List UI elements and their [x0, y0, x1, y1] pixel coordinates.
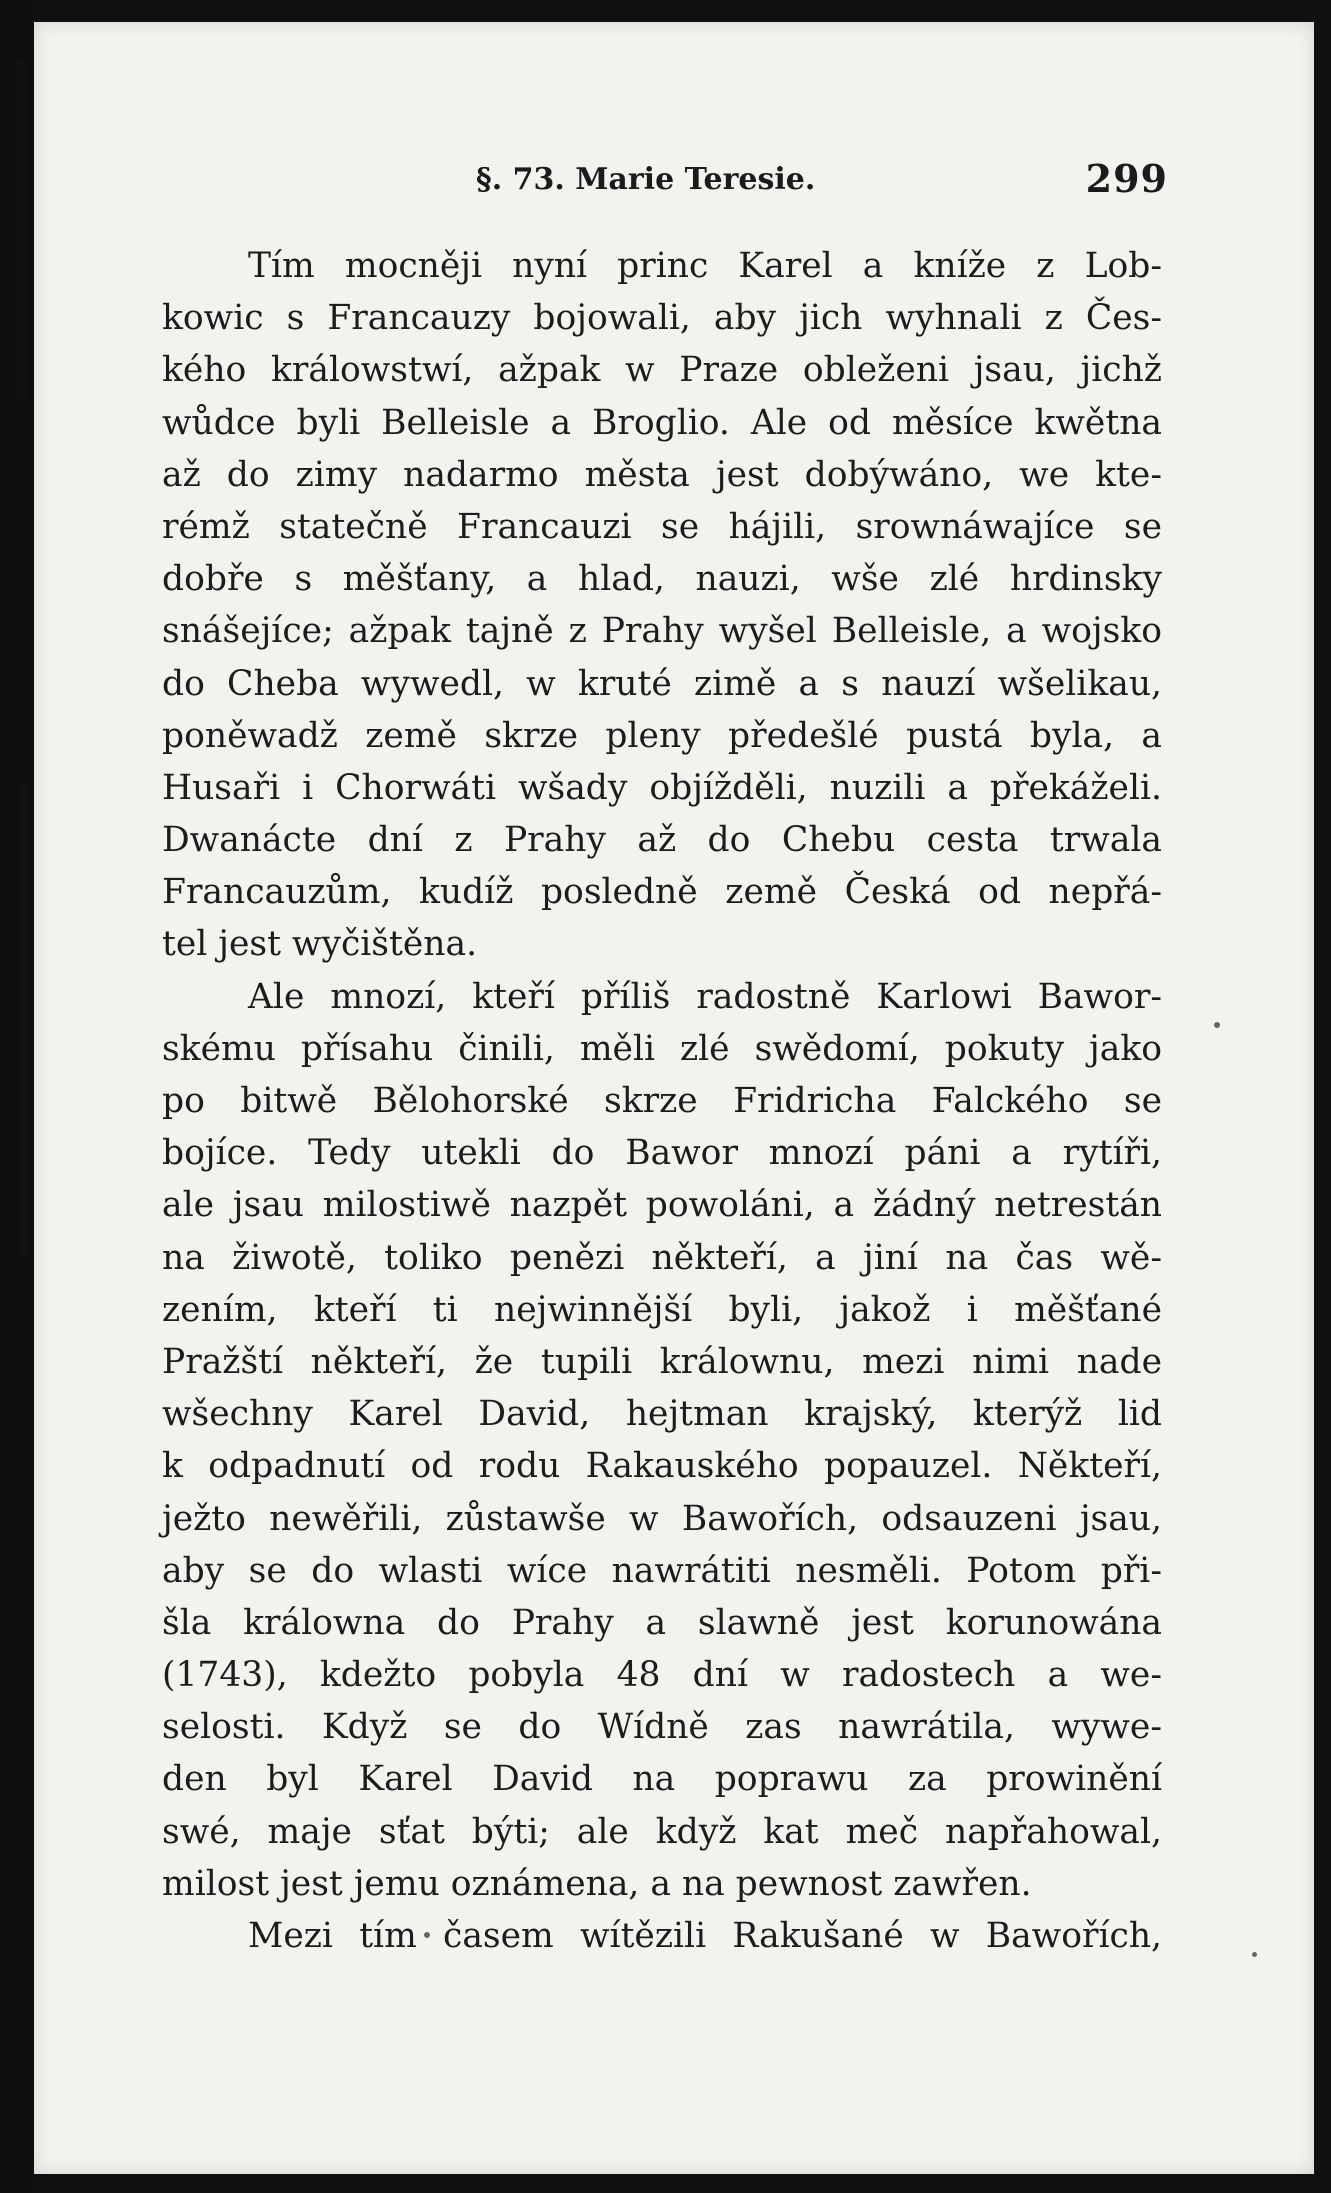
text-line: na žiwotě, toliko penězi někteří, a jiní na čas wě- — [162, 1237, 1162, 1278]
text-line: milost jest jemu oznámena, a na pewnost zawřen. — [162, 1863, 1032, 1904]
body-text — [162, 240, 1162, 1962]
binding-shadow — [16, 60, 26, 400]
text-line: den byl Karel David na poprawu za prowinění — [162, 1759, 1162, 1800]
paper-speck — [1252, 1952, 1257, 1957]
paper-speck — [1214, 1022, 1220, 1028]
text-line: dobře s měšťany, a hlad, nauzi, wše zlé hrdinsky — [162, 559, 1162, 600]
text-line: aby se do wlasti wíce nawrátiti nesměli. Potom při- — [162, 1550, 1162, 1591]
text-line: rémž statečně Francauzi se hájili, srownáwajíce se — [162, 506, 1162, 547]
section-heading: §. 73. Marie Teresie. — [476, 162, 816, 197]
text-line: po bitwě Bělohorské skrze Fridricha Falckého se — [162, 1081, 1162, 1121]
book-binding-edge — [0, 0, 34, 2193]
text-line: šla králowna do Prahy a slawně jest korunowána — [162, 1602, 1162, 1643]
text-line: ježto newěřili, zůstawše w Bawořích, odsauzeni jsau, — [162, 1498, 1162, 1539]
text-line: selosti. Když se do Wídně zas nawrátila, wywe- — [162, 1707, 1162, 1748]
text-line: Mezi tím časem wítězili Rakušané w Bawořích, — [248, 1916, 1162, 1956]
text-line: skému přísahu činili, měli zlé swědomí, pokuty jako — [162, 1028, 1162, 1069]
text-line: swé, maje sťat býti; ale když kat meč napřahowal, — [162, 1811, 1162, 1852]
text-line: wůdce byli Belleisle a Broglio. Ale od měsíce kwětna — [162, 402, 1162, 443]
text-line: Pražští někteří, že tupili králownu, mezi nimi nade — [162, 1341, 1162, 1382]
text-line: ale jsau milostiwě nazpět powoláni, a žádný netrestán — [162, 1185, 1162, 1226]
text-line: Tím mocněji nyní princ Karel a kníže z Lob- — [248, 246, 1162, 286]
text-line: tel jest wyčištěna. — [162, 924, 478, 965]
text-line: k odpadnutí od rodu Rakauského popauzel. Někteří, — [162, 1446, 1162, 1487]
text-line: Ale mnozí, kteří příliš radostně Karlowi Bawor- — [248, 976, 1162, 1017]
text-line: do Cheba wywedl, w kruté zimě a s nauzí wšelikau, — [162, 663, 1162, 704]
text-line: Husaři i Chorwáti wšady objížděli, nuzili a překáželi. — [162, 767, 1162, 808]
text-line: Dwanácte dní z Prahy až do Chebu cesta trwala — [162, 820, 1162, 861]
text-line: zením, kteří ti nejwinnější byli, jakož i měšťané — [162, 1289, 1162, 1330]
binding-shadow — [20, 780, 28, 1260]
text-line: poněwadž země skrze pleny předešlé pustá byla, a — [162, 715, 1162, 756]
running-header — [162, 152, 1168, 212]
text-line: Francauzům, kudíž posledně země Česká od nepřá- — [162, 872, 1162, 913]
text-line: bojíce. Tedy utekli do Bawor mnozí páni a rytíři, — [162, 1133, 1162, 1174]
page-number: 299 — [1085, 156, 1168, 201]
text-line: (1743), kdežto pobyla 48 dní w radostech a we- — [162, 1655, 1162, 1696]
text-line: kého králowstwí, ažpak w Praze obleženi jsau, jichž — [162, 350, 1162, 391]
text-line: wšechny Karel David, hejtman krajský, kterýž lid — [162, 1394, 1162, 1435]
text-line: snášejíce; ažpak tajně z Prahy wyšel Belleisle, a wojsko — [162, 611, 1162, 652]
text-line: kowic s Francauzy bojowali, aby jich wyhnali z Čes- — [162, 298, 1162, 339]
text-line: až do zimy nadarmo města jest dobýwáno, we kte- — [162, 454, 1162, 495]
